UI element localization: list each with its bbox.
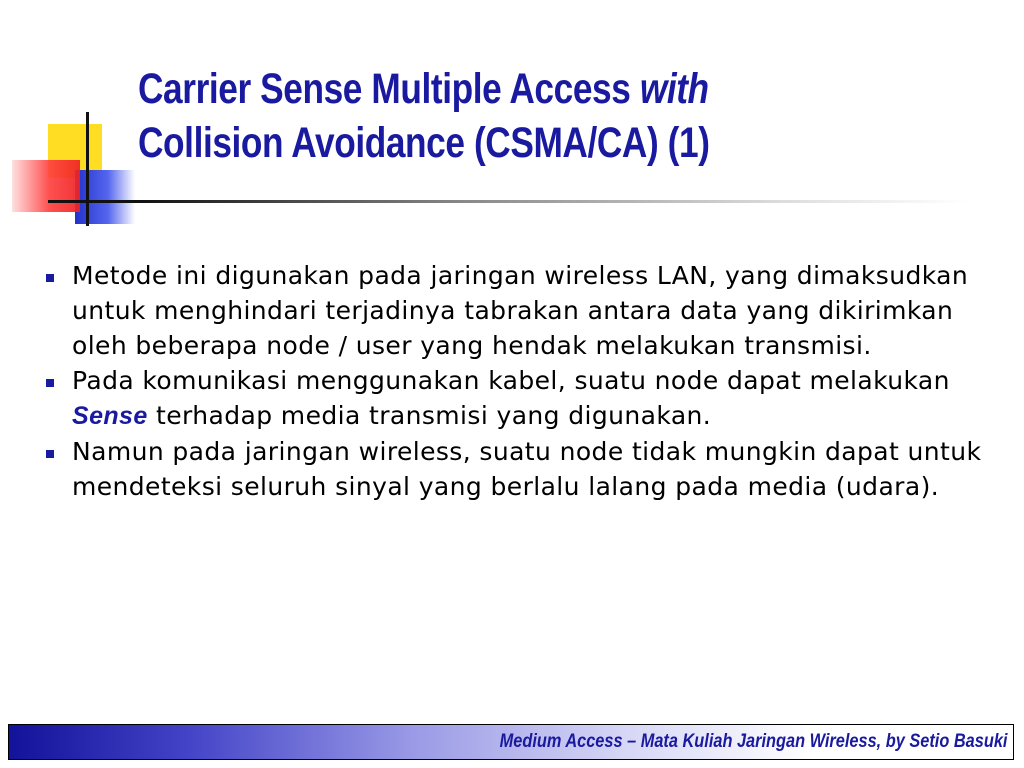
title-underline [48,200,968,203]
decor-red-square [12,160,80,212]
decor-vertical-line [86,112,89,226]
title-line1: Carrier Sense Multiple Access [138,65,631,113]
bullet-text: Metode ini digunakan pada jaringan wireless LAN, yang dimaksudkan untuk menghindari terjadinya tabrakan antara data yang dikirimkan oleh beberapa node / user yang hendak melakukan transmisi. [72,261,969,360]
title-line2: Collision Avoidance (CSMA/CA) (1) [138,119,710,167]
emphasis-sense: Sense [72,402,148,430]
slide-title [138,62,843,170]
bullet-item [44,258,984,363]
bullet-text-before: Pada komunikasi menggunakan kabel, suatu node dapat melakukan [72,366,950,395]
bullet-text: Namun pada jaringan wireless, suatu node tidak mungkin dapat untuk mendeteksi seluruh sinyal yang berlalu lalang pada media (udara). [72,437,982,501]
square-bullet-icon [46,450,54,458]
title-with: with [639,65,709,113]
bullet-item [44,434,984,504]
footer-bar [8,724,1014,760]
bullet-list [44,258,984,504]
bullet-text-after: terhadap media transmisi yang digunakan. [147,401,712,430]
bullet-item [44,363,984,434]
decor-blue-square [75,170,135,224]
square-bullet-icon [46,379,54,387]
footer-text: Medium Access – Mata Kuliah Jaringan Wireless, by Setio Basuki [499,731,1007,752]
square-bullet-icon [46,274,54,282]
